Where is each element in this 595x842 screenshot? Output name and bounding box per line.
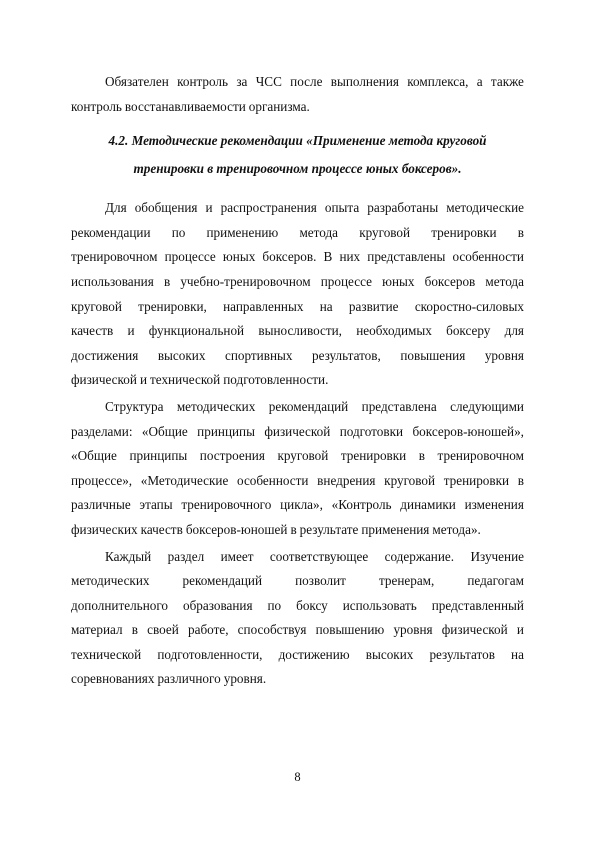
word: а: [476, 74, 483, 89]
word: тренировки,: [138, 298, 207, 314]
word: тренировки: [340, 448, 407, 464]
paragraph-line: [71, 667, 524, 692]
word: своей: [147, 622, 179, 638]
document-page: [71, 70, 524, 692]
word: принципы: [129, 448, 188, 464]
word: боксеров-юношей»,: [412, 423, 524, 439]
word: за: [236, 74, 248, 89]
word: использовать: [342, 597, 417, 613]
word: уровня: [393, 622, 433, 638]
word: Для: [105, 200, 127, 216]
word: подготовленности.: [223, 372, 329, 388]
word: тренерам,: [378, 573, 435, 589]
word: повышения: [400, 347, 466, 363]
word: круговой: [71, 298, 122, 314]
word: опыта: [324, 200, 360, 216]
word: них: [339, 249, 361, 265]
word: Структура: [105, 398, 164, 414]
word: тренировки: [431, 224, 497, 240]
word: достижению: [278, 646, 350, 662]
word: выносливости,: [258, 323, 342, 339]
word: имеет: [220, 548, 254, 564]
word: физической: [264, 423, 331, 439]
word: в: [517, 472, 524, 488]
word: для: [504, 323, 524, 339]
word: различные: [71, 497, 131, 513]
paragraph-line: [71, 569, 524, 594]
word: материал: [71, 622, 123, 638]
word: ЧСС: [255, 74, 282, 89]
word: и: [516, 622, 524, 638]
word: работе,: [188, 622, 229, 638]
word: применения: [361, 521, 430, 537]
word: повышению: [315, 622, 385, 638]
word: этапы: [139, 497, 173, 513]
section-heading: [71, 127, 524, 183]
word: рекомендации: [71, 224, 151, 240]
word: технической: [150, 372, 221, 388]
word: соответствующее: [269, 548, 369, 564]
body-paragraph-2: [71, 395, 524, 543]
word: развитие: [348, 298, 399, 314]
word: направленных: [223, 298, 304, 314]
word: В: [323, 249, 333, 265]
word: процессе: [164, 249, 216, 265]
word: контроль: [71, 98, 122, 114]
word: способствуя: [237, 622, 307, 638]
word: технической: [71, 646, 142, 662]
word: различного: [157, 671, 221, 687]
word: в: [517, 224, 524, 240]
word: уровня.: [223, 671, 267, 687]
paragraph-line: [71, 643, 524, 668]
word: боксеров-юношей: [185, 521, 288, 537]
word: скоростно-силовых: [414, 298, 524, 314]
word: и: [139, 372, 147, 388]
word: круговой: [359, 224, 411, 240]
word: качеств: [140, 521, 183, 537]
word: достижения: [71, 347, 139, 363]
word: высоких: [365, 646, 414, 662]
word: высоких: [157, 347, 206, 363]
word: результатов: [429, 646, 495, 662]
word: рекомендаций: [268, 398, 349, 414]
word: процессе»,: [71, 472, 133, 488]
word: внедрения: [317, 472, 376, 488]
paragraph-line: [71, 70, 524, 95]
word: построения: [199, 448, 265, 464]
word: тренировки: [443, 472, 510, 488]
word: результатов,: [312, 347, 381, 363]
page-number: 8: [294, 770, 301, 784]
word: распространения: [220, 200, 317, 216]
word: по: [267, 597, 282, 613]
paragraph-line: [71, 221, 524, 246]
word: боксеров: [424, 273, 476, 289]
paragraph-line: [71, 444, 524, 469]
word: подготовленности,: [157, 646, 263, 662]
paragraph-line: [71, 594, 524, 619]
word: «Общие: [141, 423, 188, 439]
word: Каждый: [105, 548, 152, 564]
word: метода».: [432, 521, 481, 537]
word: круговой: [277, 448, 329, 464]
word: юных: [222, 249, 256, 265]
word: на: [319, 298, 333, 314]
paragraph-line: [71, 196, 524, 221]
word: на: [511, 646, 524, 662]
word: качеств: [71, 323, 114, 339]
paragraph-line: [71, 270, 524, 295]
word: обобщения: [134, 200, 198, 216]
word: процессе: [320, 273, 372, 289]
word: разработаны: [367, 200, 439, 216]
word: особенности: [452, 249, 524, 265]
section-heading-line-1: 4.2. Методические рекомендации «Применение метода круговой: [108, 133, 487, 149]
word: метода: [485, 273, 524, 289]
word: разделами:: [71, 423, 133, 439]
word: применению: [206, 224, 279, 240]
word: в: [290, 521, 297, 537]
word: необходимых: [356, 323, 432, 339]
word: цикла»,: [280, 497, 323, 513]
word: изменения: [464, 497, 524, 513]
paragraph-line: [71, 319, 524, 344]
paragraph-line: [71, 545, 524, 570]
word: методические: [446, 200, 524, 216]
word: педагогам: [467, 573, 524, 589]
word: спортивных: [224, 347, 293, 363]
word: в: [418, 448, 426, 464]
paragraph-line: [71, 420, 524, 445]
word: использования: [71, 273, 154, 289]
word: результате: [299, 521, 359, 537]
word: контроль: [177, 74, 229, 89]
word: дополнительного: [71, 597, 169, 613]
word: рекомендаций: [182, 573, 263, 589]
paragraph-line: [71, 493, 524, 518]
word: динамики: [400, 497, 456, 513]
word: тренировочном: [71, 249, 158, 265]
word: метода: [299, 224, 339, 240]
word: принципы: [197, 423, 255, 439]
paragraph-line: [71, 344, 524, 369]
word: «Общие: [71, 448, 117, 464]
word: «Методические: [140, 472, 229, 488]
word: методических: [176, 398, 256, 414]
word: образования: [182, 597, 253, 613]
word: боксеру: [446, 323, 491, 339]
word: физических: [71, 521, 138, 537]
word: восстанавливаемости: [124, 98, 246, 114]
word: Обязателен: [105, 74, 169, 89]
word: комплекса,: [407, 74, 469, 89]
word: представленный: [431, 597, 524, 613]
word: подготовки: [339, 423, 404, 439]
paragraph-line: [71, 395, 524, 420]
body-paragraph-3: [71, 545, 524, 693]
word: представлены: [367, 249, 446, 265]
body-paragraph-1: [71, 196, 524, 393]
paragraph-line: [71, 469, 524, 494]
paragraph-line: [71, 295, 524, 320]
word: соревнованиях: [71, 671, 155, 687]
word: юных: [382, 273, 415, 289]
word: содержание.: [384, 548, 455, 564]
word: тренировочного: [181, 497, 272, 513]
paragraph-line: [71, 95, 524, 120]
word: «Контроль: [331, 497, 392, 513]
word: функциональной: [148, 323, 245, 339]
paragraph-line: [71, 518, 524, 543]
paragraph-line: [71, 618, 524, 643]
word: в: [163, 273, 171, 289]
word: учебно-тренировочном: [180, 273, 311, 289]
word: и: [205, 200, 213, 216]
section-heading-line-2: тренировки в тренировочном процессе юных боксеров».: [133, 161, 462, 177]
paragraph-line: [71, 245, 524, 270]
word: следующими: [450, 398, 524, 414]
word: и: [127, 323, 135, 339]
paragraph-line: [71, 368, 524, 393]
word: представлена: [361, 398, 437, 414]
intro-paragraph: [71, 70, 524, 119]
word: организма.: [248, 98, 310, 114]
word: уровня: [484, 347, 524, 363]
word: в: [131, 622, 138, 638]
word: боксу: [296, 597, 328, 613]
word: тренировочном: [437, 448, 524, 464]
word: боксеров.: [262, 249, 317, 265]
word: выполнения: [330, 74, 399, 89]
word: также: [490, 74, 524, 89]
word: физической: [71, 372, 137, 388]
word: особенности: [237, 472, 309, 488]
word: методических: [71, 573, 150, 589]
word: круговой: [384, 472, 436, 488]
word: физической: [441, 622, 508, 638]
word: по: [171, 224, 186, 240]
word: Изучение: [470, 548, 524, 564]
word: позволит: [295, 573, 346, 589]
word: раздел: [167, 548, 205, 564]
word: после: [290, 74, 323, 89]
